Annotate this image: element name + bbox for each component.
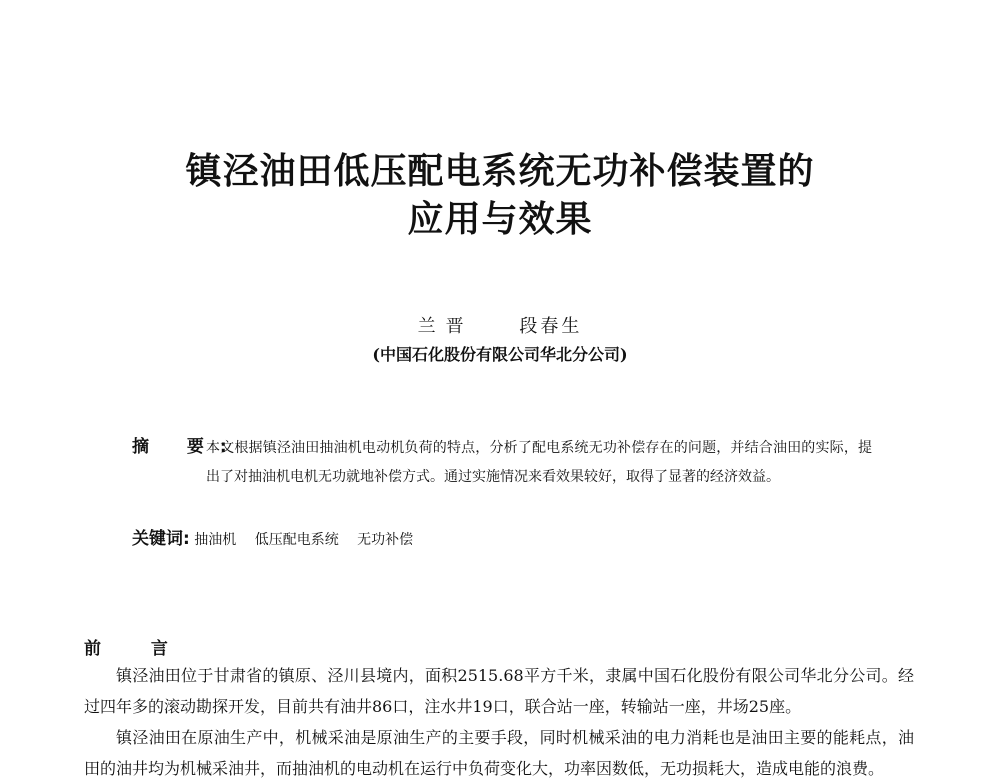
keywords-label: 关键词: xyxy=(132,529,190,549)
author-name: 兰晋 xyxy=(417,316,474,337)
keyword: 低压配电系统 xyxy=(254,532,339,548)
section-heading-preface: 前 言 xyxy=(84,639,190,659)
abstract-label: 摘 要: xyxy=(132,437,243,457)
author-list xyxy=(0,316,1000,338)
body-paragraph: 镇泾油田在原油生产中，机械采油是原油生产的主要手段，同时机械采油的电力消耗也是油田主要的能耗点，油田的油井均为机械采油井，而抽油机的电动机在运行中负荷变化大，功率因数低，无功损耗大，造成电能的浪费。 xyxy=(84,728,914,778)
keywords-block xyxy=(132,524,427,549)
paper-title-line-1: 镇泾油田低压配电系统无功补偿装置的 xyxy=(185,151,815,192)
abstract-text: 本文根据镇泾油田抽油机电动机负荷的特点，分析了配电系统无功补偿存在的问题，并结合油田的实际，提出了对抽油机电机无功就地补偿方式。通过实施情况来看效果较好，取得了显著的经济效益。 xyxy=(206,440,872,485)
paper-title-line-2: 应用与效果 xyxy=(407,199,593,240)
body-text xyxy=(84,660,914,784)
body-paragraph: 镇泾油田位于甘肃省的镇原、泾川县境内，面积2515.68平方千米，隶属中国石化股份有限公司华北分公司。经过四年多的滚动勘探开发，目前共有油井86口，注水井19口，联合站一座，转输站一座，井场25座。 xyxy=(84,666,914,716)
keyword: 无功补偿 xyxy=(357,532,414,548)
keyword: 抽油机 xyxy=(194,532,237,548)
author-affiliation: (中国石化股份有限公司华北分公司) xyxy=(372,345,628,364)
author-name: 段春生 xyxy=(519,316,583,337)
